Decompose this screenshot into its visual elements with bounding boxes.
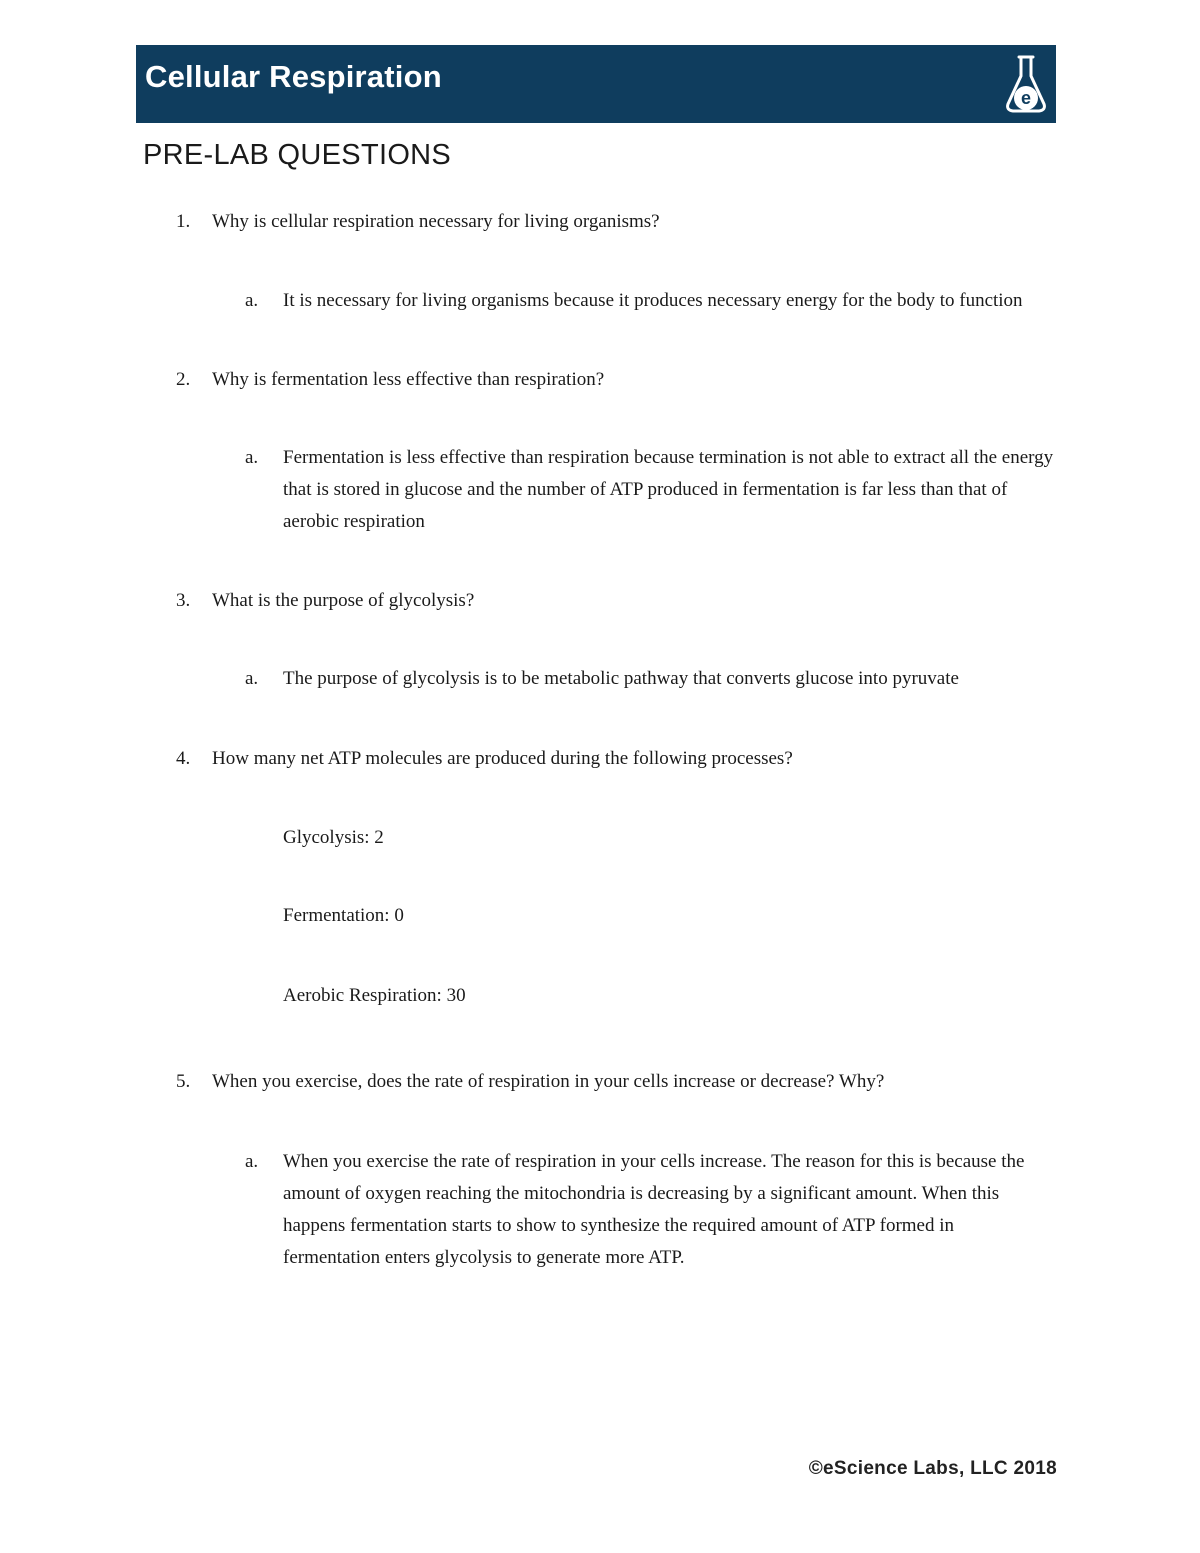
answer-text: The purpose of glycolysis is to be metabolic pathway that converts glucose into pyruvate (283, 668, 959, 689)
question-number: 5. (176, 1071, 191, 1092)
page-title: Cellular Respiration (145, 59, 442, 94)
question-text: Why is cellular respiration necessary for living organisms? (212, 211, 660, 232)
question-1 (176, 206, 660, 238)
question-number: 4. (176, 748, 191, 769)
escience-flask-logo-icon (1002, 54, 1050, 114)
answer-text: When you exercise the rate of respiration in your cells increase. The reason for this is because the amount of oxygen reaching the mitochondria is decreasing by a significant amount. When this happens fermentation starts to show to synthesize the required amount of ATP formed in fermentation enters glycolysis to generate more ATP. (283, 1151, 1025, 1268)
question-3 (176, 585, 474, 617)
atp-item-glycolysis: Glycolysis: 2 (283, 827, 384, 848)
question-text: When you exercise, does the rate of respiration in your cells increase or decrease? Why? (212, 1071, 885, 1092)
answer-3 (245, 663, 1055, 695)
footer-copyright: ©eScience Labs, LLC 2018 (808, 1458, 1057, 1479)
answer-2 (245, 442, 1055, 538)
atp-item-fermentation: Fermentation: 0 (283, 905, 404, 926)
question-number: 1. (176, 211, 191, 232)
question-text: How many net ATP molecules are produced during the following processes? (212, 748, 793, 769)
section-title: PRE-LAB QUESTIONS (143, 139, 452, 171)
svg-text:e: e (1020, 88, 1032, 108)
question-text: What is the purpose of glycolysis? (212, 590, 475, 611)
answer-letter: a. (245, 668, 259, 689)
question-text: Why is fermentation less effective than respiration? (212, 369, 605, 390)
answer-text: It is necessary for living organisms because it produces necessary energy for the body to function (283, 290, 1023, 311)
atp-item-aerobic-respiration: Aerobic Respiration: 30 (283, 985, 466, 1006)
answer-letter: a. (245, 1151, 259, 1172)
question-number: 2. (176, 369, 191, 390)
question-number: 3. (176, 590, 191, 611)
answer-5 (245, 1146, 1055, 1274)
answer-text: Fermentation is less effective than respiration because termination is not able to extract all the energy that is stored in glucose and the number of ATP produced in fermentation is far less than that of aerobic respiration (283, 447, 1054, 532)
header-bar (136, 45, 1056, 123)
answer-letter: a. (245, 290, 259, 311)
question-5 (176, 1066, 884, 1098)
question-4 (176, 743, 793, 775)
answer-1 (245, 285, 1055, 317)
answer-letter: a. (245, 447, 259, 468)
question-2 (176, 364, 604, 396)
